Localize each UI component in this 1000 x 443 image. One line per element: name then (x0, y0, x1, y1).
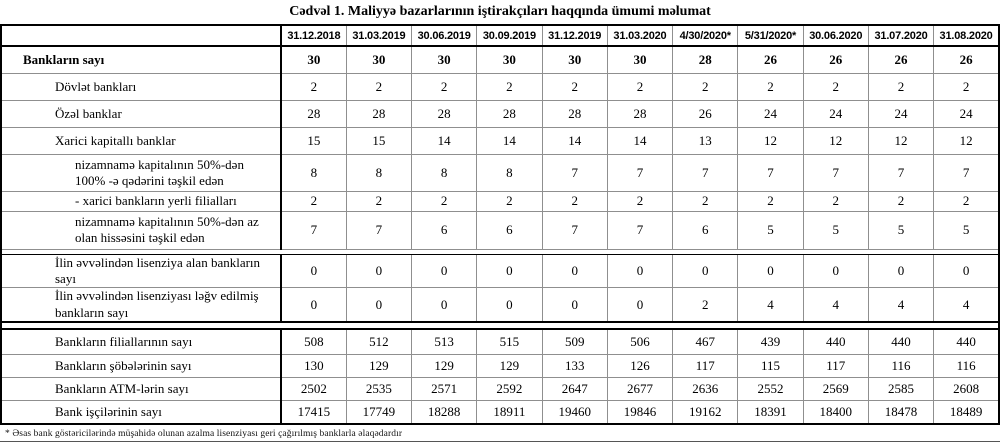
cell-value: 0 (934, 254, 999, 288)
cell-value: 4 (738, 288, 803, 322)
cell-value: 15 (346, 127, 411, 154)
column-header: 31.12.2018 (281, 25, 346, 46)
cell-value: 14 (477, 127, 542, 154)
cell-value: 5 (738, 211, 803, 249)
cell-value: 18400 (803, 401, 868, 424)
cell-value: 467 (673, 329, 738, 355)
cell-value: 6 (477, 211, 542, 249)
cell-value: 7 (346, 211, 411, 249)
cell-value: 116 (934, 355, 999, 378)
cell-value: 12 (934, 127, 999, 154)
cell-value: 7 (868, 154, 933, 191)
cell-value: 2 (673, 191, 738, 211)
cell-value: 0 (281, 288, 346, 322)
cell-value: 508 (281, 329, 346, 355)
cell-value: 0 (346, 254, 411, 288)
section-separator (1, 322, 999, 329)
cell-value: 117 (803, 355, 868, 378)
cell-value: 2 (868, 73, 933, 100)
cell-value: 4 (803, 288, 868, 322)
cell-value: 2 (281, 73, 346, 100)
cell-value: 12 (803, 127, 868, 154)
cell-value: 2571 (412, 378, 477, 401)
table-row (1, 127, 999, 154)
cell-value: 8 (477, 154, 542, 191)
page-title: Cədvəl 1. Maliyyə bazarlarının iştirakçıları haqqında ümumi məlumat (289, 4, 711, 19)
column-header: 30.06.2020 (803, 25, 868, 46)
cell-value: 28 (607, 100, 672, 127)
cell-value: 0 (607, 254, 672, 288)
cell-value: 0 (542, 288, 607, 322)
cell-value: 6 (673, 211, 738, 249)
row-label: Xarici kapitallı banklar (1, 127, 281, 154)
cell-value: 117 (673, 355, 738, 378)
cell-value: 5 (803, 211, 868, 249)
cell-value: 8 (346, 154, 411, 191)
table-row (1, 254, 999, 288)
row-label: nizamnamə kapitalının 50%-dən az olan hissəsini təşkil edən (1, 211, 281, 249)
cell-value: 26 (934, 46, 999, 73)
cell-value: 2552 (738, 378, 803, 401)
cell-value: 2608 (934, 378, 999, 401)
cell-value: 506 (607, 329, 672, 355)
cell-value: 2 (673, 73, 738, 100)
cell-value: 18489 (934, 401, 999, 424)
cell-value: 2 (673, 288, 738, 322)
cell-value: 440 (868, 329, 933, 355)
cell-value: 30 (477, 46, 542, 73)
cell-value: 17415 (281, 401, 346, 424)
cell-value: 0 (477, 288, 542, 322)
section-separator-bar (1, 322, 999, 329)
cell-value: 2569 (803, 378, 868, 401)
cell-value: 2636 (673, 378, 738, 401)
cell-value: 0 (673, 254, 738, 288)
cell-value: 0 (868, 254, 933, 288)
cell-value: 2592 (477, 378, 542, 401)
cell-value: 513 (412, 329, 477, 355)
cell-value: 2 (542, 191, 607, 211)
cell-value: 2 (803, 73, 868, 100)
row-label: - xarici bankların yerli filialları (1, 191, 281, 211)
data-table (0, 24, 1000, 425)
cell-value: 7 (542, 211, 607, 249)
cell-value: 7 (673, 154, 738, 191)
cell-value: 129 (412, 355, 477, 378)
cell-value: 0 (412, 288, 477, 322)
cell-value: 24 (868, 100, 933, 127)
footnote: * Əsas bank göstəricilərində müşahidə olunan azalma lisenziyası geri çağırılmış banklarla əlaqədardır (5, 428, 403, 439)
cell-value: 7 (803, 154, 868, 191)
cell-value: 0 (738, 254, 803, 288)
cell-value: 4 (934, 288, 999, 322)
cell-value: 18288 (412, 401, 477, 424)
page-bottom-rule (0, 441, 1000, 442)
cell-value: 2 (934, 73, 999, 100)
cell-value: 5 (934, 211, 999, 249)
row-label: Bankların sayı (1, 46, 281, 73)
cell-value: 2585 (868, 378, 933, 401)
cell-value: 15 (281, 127, 346, 154)
corner-cell (1, 25, 281, 46)
cell-value: 7 (738, 154, 803, 191)
table-row (1, 355, 999, 378)
cell-value: 8 (281, 154, 346, 191)
table-row (1, 329, 999, 355)
cell-value: 2 (412, 73, 477, 100)
cell-value: 116 (868, 355, 933, 378)
cell-value: 133 (542, 355, 607, 378)
cell-value: 13 (673, 127, 738, 154)
cell-value: 19162 (673, 401, 738, 424)
cell-value: 28 (542, 100, 607, 127)
table-row (1, 378, 999, 401)
cell-value: 115 (738, 355, 803, 378)
cell-value: 0 (607, 288, 672, 322)
cell-value: 440 (934, 329, 999, 355)
cell-value: 12 (868, 127, 933, 154)
cell-value: 18391 (738, 401, 803, 424)
cell-value: 0 (412, 254, 477, 288)
cell-value: 126 (607, 355, 672, 378)
cell-value: 28 (477, 100, 542, 127)
cell-value: 2 (542, 73, 607, 100)
cell-value: 26 (868, 46, 933, 73)
table-row (1, 154, 999, 191)
cell-value: 129 (477, 355, 542, 378)
cell-value: 2 (803, 191, 868, 211)
cell-value: 0 (281, 254, 346, 288)
cell-value: 24 (934, 100, 999, 127)
cell-value: 2 (346, 73, 411, 100)
cell-value: 26 (803, 46, 868, 73)
cell-value: 7 (542, 154, 607, 191)
table-row (1, 100, 999, 127)
cell-value: 8 (412, 154, 477, 191)
column-header: 31.08.2020 (934, 25, 999, 46)
table-body (1, 46, 999, 424)
row-label: Bankların ATM-lərin sayı (1, 378, 281, 401)
cell-value: 0 (542, 254, 607, 288)
cell-value: 30 (607, 46, 672, 73)
cell-value: 129 (346, 355, 411, 378)
cell-value: 2 (477, 73, 542, 100)
table-row (1, 211, 999, 249)
cell-value: 18911 (477, 401, 542, 424)
cell-value: 2 (607, 191, 672, 211)
cell-value: 2 (868, 191, 933, 211)
header-row (1, 25, 999, 46)
cell-value: 2 (738, 191, 803, 211)
cell-value: 14 (412, 127, 477, 154)
cell-value: 512 (346, 329, 411, 355)
cell-value: 28 (412, 100, 477, 127)
cell-value: 17749 (346, 401, 411, 424)
cell-value: 7 (607, 154, 672, 191)
column-header: 30.09.2019 (477, 25, 542, 46)
cell-value: 14 (542, 127, 607, 154)
table-row (1, 46, 999, 73)
cell-value: 26 (738, 46, 803, 73)
cell-value: 28 (673, 46, 738, 73)
table-row (1, 401, 999, 424)
cell-value: 24 (738, 100, 803, 127)
cell-value: 14 (607, 127, 672, 154)
cell-value: 2647 (542, 378, 607, 401)
cell-value: 30 (542, 46, 607, 73)
cell-value: 440 (803, 329, 868, 355)
row-label: İlin əvvəlindən lisenziya alan bankların sayı (1, 254, 281, 288)
column-header: 4/30/2020* (673, 25, 738, 46)
row-label: İlin əvvəlindən lisenziyası ləğv edilmiş bankların sayı (1, 288, 281, 322)
cell-value: 2 (934, 191, 999, 211)
row-label: Dövlət bankları (1, 73, 281, 100)
cell-value: 5 (868, 211, 933, 249)
cell-value: 2 (346, 191, 411, 211)
column-header: 31.03.2019 (346, 25, 411, 46)
cell-value: 2 (477, 191, 542, 211)
cell-value: 7 (281, 211, 346, 249)
cell-value: 7 (607, 211, 672, 249)
table-row (1, 191, 999, 211)
cell-value: 30 (412, 46, 477, 73)
cell-value: 515 (477, 329, 542, 355)
table-row (1, 288, 999, 322)
cell-value: 26 (673, 100, 738, 127)
cell-value: 12 (738, 127, 803, 154)
column-header: 31.12.2019 (542, 25, 607, 46)
column-header: 31.03.2020 (607, 25, 672, 46)
cell-value: 2 (412, 191, 477, 211)
cell-value: 30 (346, 46, 411, 73)
row-label: nizamnamə kapitalının 50%-dən 100% -ə qədərini təşkil edən (1, 154, 281, 191)
row-label: Özəl banklar (1, 100, 281, 127)
cell-value: 28 (346, 100, 411, 127)
cell-value: 7 (934, 154, 999, 191)
row-label: Bankların filiallarının sayı (1, 329, 281, 355)
row-label: Bank işçilərinin sayı (1, 401, 281, 424)
column-header: 30.06.2019 (412, 25, 477, 46)
cell-value: 2 (281, 191, 346, 211)
cell-value: 30 (281, 46, 346, 73)
cell-value: 439 (738, 329, 803, 355)
cell-value: 2502 (281, 378, 346, 401)
cell-value: 2677 (607, 378, 672, 401)
cell-value: 18478 (868, 401, 933, 424)
column-header: 5/31/2020* (738, 25, 803, 46)
cell-value: 4 (868, 288, 933, 322)
row-label: Bankların şöbələrinin sayı (1, 355, 281, 378)
cell-value: 0 (477, 254, 542, 288)
cell-value: 2 (738, 73, 803, 100)
cell-value: 0 (803, 254, 868, 288)
table-row (1, 73, 999, 100)
cell-value: 2 (607, 73, 672, 100)
cell-value: 509 (542, 329, 607, 355)
cell-value: 24 (803, 100, 868, 127)
cell-value: 130 (281, 355, 346, 378)
cell-value: 19846 (607, 401, 672, 424)
cell-value: 19460 (542, 401, 607, 424)
column-header: 31.07.2020 (868, 25, 933, 46)
cell-value: 0 (346, 288, 411, 322)
cell-value: 28 (281, 100, 346, 127)
cell-value: 2535 (346, 378, 411, 401)
cell-value: 6 (412, 211, 477, 249)
